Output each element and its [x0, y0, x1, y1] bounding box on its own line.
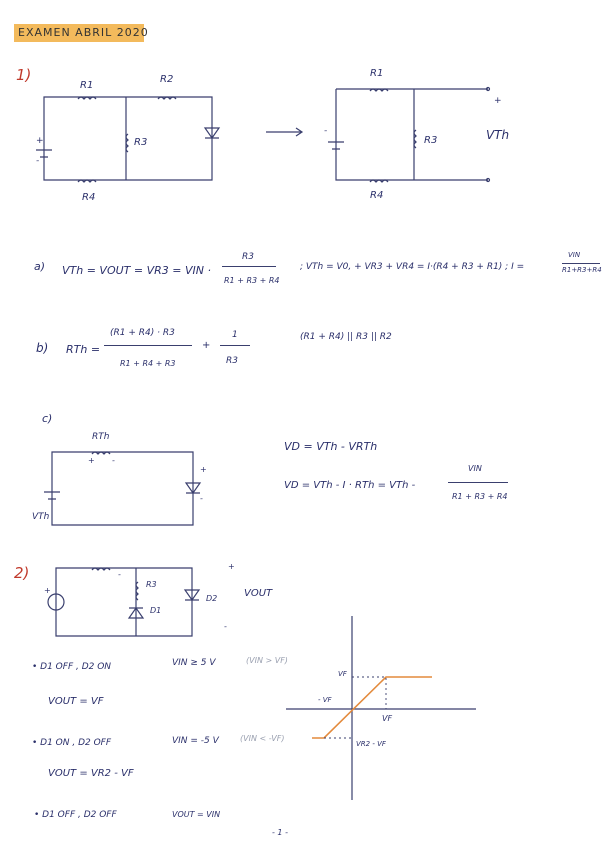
label-r3: R3 [134, 137, 148, 148]
arrow-icon [266, 128, 302, 136]
part-c-rth: RTh [92, 432, 110, 442]
case-3-state: • D1 OFF , D2 OFF [34, 810, 117, 820]
problem-1-number: 1) [16, 66, 32, 84]
p2-plus: + [44, 586, 51, 595]
part-a-eq2-num: VIN [568, 251, 581, 259]
label-minus-right: - [324, 126, 328, 136]
part-b-frac1-num: (R1 + R4) · R3 [110, 328, 175, 338]
label-r4-right: R4 [370, 190, 384, 201]
part-a-frac-num: R3 [242, 252, 254, 262]
label-r3-right: R3 [424, 135, 438, 146]
graph-vf-axis: VF [382, 714, 393, 723]
graph-vf-top: VF [338, 670, 347, 678]
part-a-eq1: VTh = VOUT = VR3 = VIN · [62, 264, 211, 277]
part-c-plus2: + [200, 465, 207, 474]
graph-bottom: VR2 - VF [356, 740, 386, 748]
part-b-frac1-den: R1 + R4 + R3 [120, 359, 176, 368]
part-c-minus2: - [200, 494, 203, 503]
part-c-plus1: + [88, 456, 95, 465]
part-c-label: c) [42, 412, 53, 425]
case-1-state: • D1 OFF , D2 ON [32, 662, 112, 672]
label-r1-right: R1 [370, 68, 384, 79]
page-title: EXAMEN ABRIL 2020 [18, 26, 149, 39]
part-c-eq2: VD = VTh - I · RTh = VTh - [284, 480, 416, 491]
part-a-frac-den: R1 + R3 + R4 [224, 276, 280, 285]
part-c-minus1: - [112, 456, 115, 465]
part-b-note: (R1 + R4) || R3 || R2 [300, 332, 392, 342]
part-b-label: b) [36, 341, 49, 355]
problem-2-number: 2) [14, 564, 30, 582]
case-2-cond: VIN = -5 V [172, 736, 219, 746]
p2-minus-out: - [224, 622, 227, 631]
part-c-vth: VTh [32, 512, 50, 522]
p2-d2: D2 [206, 594, 218, 603]
part-b-lhs: RTh = [66, 343, 101, 356]
circuit-1-left [36, 97, 219, 182]
case-2-result: VOUT = VR2 - VF [48, 768, 134, 779]
case-2-cond-paren: (VIN < -VF) [240, 734, 285, 743]
label-r4: R4 [82, 192, 96, 203]
circuit-1c [44, 452, 200, 525]
label-r1: R1 [80, 80, 94, 91]
part-a-eq2-den: R1+R3+R4 [562, 266, 602, 274]
part-b-plus: + [202, 340, 211, 351]
p2-minus: - [118, 570, 121, 579]
p2-plus-out: + [228, 562, 235, 571]
circuit-1-right [328, 88, 490, 183]
transfer-graph [286, 616, 476, 800]
p2-d1: D1 [150, 606, 162, 615]
label-plus-right: + [494, 96, 502, 106]
part-c-frac-line [448, 482, 508, 483]
graph-neg-vf: - VF [318, 696, 332, 704]
part-c-frac-den: R1 + R3 + R4 [452, 492, 508, 501]
part-a-frac-line [222, 266, 276, 267]
part-b-frac2-den: R3 [226, 356, 238, 366]
part-a-label: a) [34, 260, 46, 273]
p2-vout: VOUT [244, 588, 273, 599]
label-minus: - [36, 156, 40, 166]
part-b-frac2-num: 1 [232, 330, 238, 340]
part-b-frac2-line [220, 345, 250, 346]
page-number: - 1 - [272, 828, 288, 837]
case-2-state: • D1 ON , D2 OFF [32, 738, 112, 748]
part-a-eq2-line [562, 263, 600, 264]
case-1-result: VOUT = VF [48, 696, 104, 707]
label-plus: + [36, 136, 44, 146]
case-3-cond: VOUT = VIN [172, 810, 221, 819]
case-1-cond-paren: (VIN > VF) [246, 656, 288, 665]
part-c-eq1: VD = VTh - VRTh [284, 440, 378, 453]
part-b-frac1-line [104, 345, 192, 346]
part-c-frac-num: VIN [468, 464, 482, 473]
case-1-cond: VIN ≥ 5 V [172, 658, 216, 668]
circuit-2 [48, 568, 199, 636]
part-a-eq2: ; VTh = V0, + VR3 + VR4 = I·(R4 + R3 + R1) ; I = [300, 262, 525, 272]
label-vth: VTh [486, 128, 510, 142]
p2-r3: R3 [146, 580, 157, 589]
label-r2: R2 [160, 74, 174, 85]
